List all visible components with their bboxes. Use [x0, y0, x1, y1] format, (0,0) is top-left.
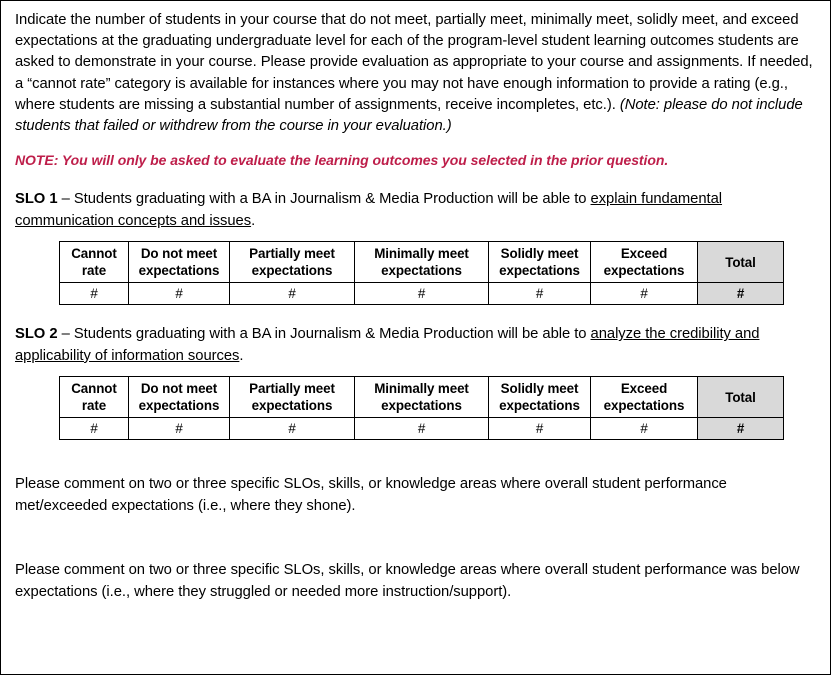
header-line-1: Solidly meet [500, 381, 579, 397]
header-exceed [591, 242, 698, 283]
slo-1-table-wrapper [59, 241, 816, 305]
cell-cannot-rate[interactable]: # [60, 283, 129, 305]
header-line-2: expectations [138, 398, 220, 414]
header-line-2: rate [81, 263, 107, 279]
slo-1-outcome-text: explain fundamental communication concepts and issues [15, 191, 723, 229]
intro-paragraph-main: Indicate the number of students in your course that do not meet, partially meet, minimally meet, solidly meet, and exceed expectations at the graduating undergraduate level for each of the program-level student learning outcomes students are asked to demonstrate in your course. Please provide evaluation as appropriate to your course and assignments. If needed, a “cannot rate” category is available for instances where you may not have enough information to provide a rating (e.g., where students are missing a substantial number of assignments, receive incompletes, etc.). [15, 12, 813, 113]
slo-2-period: . [239, 347, 244, 364]
comment-prompt-positive: Please comment on two or three specific SLOs, skills, or knowledge areas where overall student performance met/exceeded expectations (i.e., where they shone). [15, 476, 727, 514]
intro-paragraph [15, 10, 816, 137]
header-line-2: expectations [138, 263, 220, 279]
header-line-1: Minimally meet [374, 381, 469, 397]
slo-1-lead-text: Students graduating with a BA in Journalism & Media Production will be able to [73, 191, 591, 208]
intro-paragraph-note: (Note: please do not include students that failed or withdrew from the course in your evaluation.) [15, 96, 803, 135]
cell-do-not-meet[interactable]: # [129, 418, 230, 440]
header-cannot-rate [60, 242, 129, 283]
cell-exceed[interactable]: # [591, 418, 698, 440]
cell-partially-meet[interactable]: # [230, 283, 355, 305]
header-line-2: expectations [381, 263, 462, 279]
slo-2-heading [15, 324, 816, 367]
cell-solidly-meet[interactable]: # [489, 283, 591, 305]
header-line-1: Cannot [71, 246, 117, 262]
header-line-1: Do not meet [140, 246, 218, 262]
slo-1-table-head [60, 242, 784, 283]
header-line-2: expectations [603, 263, 685, 279]
header-do-not-meet [129, 377, 230, 418]
slo-2-table-head [60, 377, 784, 418]
header-exceed [591, 377, 698, 418]
slo-2-dash: – [57, 326, 74, 343]
comment-prompt-negative: Please comment on two or three specific SLOs, skills, or knowledge areas where overall student performance was below expectations (i.e., where they struggled or needed more instruction/support). [15, 562, 800, 600]
slo-2-table-wrapper [59, 376, 816, 440]
cell-do-not-meet[interactable]: # [129, 283, 230, 305]
slo-1-tag: SLO 1 [15, 191, 58, 208]
header-line-1: Partially meet [249, 381, 335, 397]
slo-2-outcome-text: analyze the credibility and applicability of information sources [15, 326, 760, 364]
document-content [1, 1, 830, 603]
header-total: Total [698, 377, 784, 418]
header-line-2: expectations [381, 398, 462, 414]
slo-1-heading [15, 189, 816, 232]
cell-solidly-meet[interactable]: # [489, 418, 591, 440]
slo-2-lead-text: Students graduating with a BA in Journalism & Media Production will be able to [73, 326, 591, 343]
cell-cannot-rate[interactable]: # [60, 418, 129, 440]
header-line-2: expectations [499, 263, 580, 279]
header-line-2: expectations [251, 398, 333, 414]
cell-total: # [698, 283, 784, 305]
header-partially-meet [230, 242, 355, 283]
header-line-2: rate [81, 398, 107, 414]
slo-2-tag: SLO 2 [15, 326, 58, 343]
header-line-1: Partially meet [249, 246, 335, 262]
cell-partially-meet[interactable]: # [230, 418, 355, 440]
cell-minimally-meet[interactable]: # [355, 283, 489, 305]
header-line-1: Exceed [620, 381, 668, 397]
table-row [60, 283, 784, 305]
header-do-not-meet [129, 242, 230, 283]
header-minimally-meet [355, 242, 489, 283]
header-line-2: expectations [603, 398, 685, 414]
red-note-line: NOTE: You will only be asked to evaluate the learning outcomes you selected in the prior question. [15, 152, 669, 169]
header-partially-meet [230, 377, 355, 418]
slo-2-rating-table [59, 376, 784, 440]
header-line-1: Exceed [620, 246, 668, 262]
table-row [60, 418, 784, 440]
header-minimally-meet [355, 377, 489, 418]
header-line-1: Solidly meet [500, 246, 579, 262]
header-line-2: expectations [251, 263, 333, 279]
cell-minimally-meet[interactable]: # [355, 418, 489, 440]
header-cannot-rate [60, 377, 129, 418]
slo-2-table-body [60, 418, 784, 440]
cell-total: # [698, 418, 784, 440]
header-solidly-meet [489, 242, 591, 283]
header-line-1: Do not meet [140, 381, 218, 397]
header-total: Total [698, 242, 784, 283]
header-line-1: Minimally meet [374, 246, 469, 262]
header-solidly-meet [489, 377, 591, 418]
table-header-row [60, 377, 784, 418]
table-header-row [60, 242, 784, 283]
slo-1-dash: – [57, 191, 74, 208]
slo-1-rating-table [59, 241, 784, 305]
header-line-2: expectations [499, 398, 580, 414]
cell-exceed[interactable]: # [591, 283, 698, 305]
slo-1-table-body [60, 283, 784, 305]
header-line-1: Cannot [71, 381, 117, 397]
slo-1-period: . [251, 212, 256, 229]
